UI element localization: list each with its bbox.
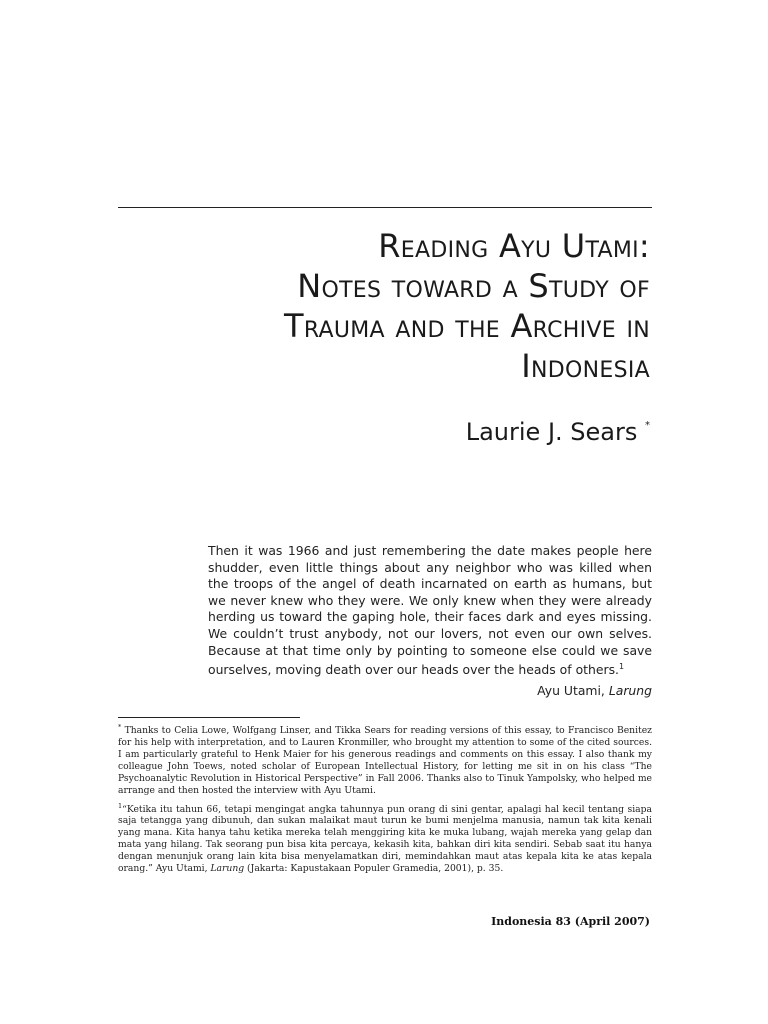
title-line: Notes toward a Study of: [297, 267, 650, 305]
epigraph: [208, 543, 652, 679]
author-name: Laurie J. Sears: [465, 418, 638, 446]
title-line: Trauma and the Archive in: [283, 307, 650, 345]
epigraph-attribution: [537, 683, 652, 698]
header-rule: [118, 207, 652, 208]
title-line: Reading Ayu Utami:: [378, 227, 650, 265]
epigraph-footnote-mark[interactable]: 1: [618, 662, 625, 672]
footnotes: [118, 722, 652, 879]
epigraph-text: Then it was 1966 and just remembering the date makes people here shudder, even little things about any neighbor who was killed when the troops of the angel of death incarnated on earth as humans, but we never knew who they were. We only knew when they were already herding us toward the gaping hole, their faces dark and eyes missing. We couldn’t trust anybody, not our lovers, not even our own selves. Because at that time only by pointing to someone else could we save ourselves, moving death over our heads over the heads of others.: [208, 543, 652, 678]
attribution-work: Larung: [608, 683, 652, 698]
article-title: [90, 226, 650, 386]
footnote-1-work: Larung: [210, 863, 245, 875]
footnote-1: [118, 801, 652, 876]
author-byline: [466, 418, 650, 446]
footnote-star-mark: *: [118, 723, 122, 731]
footnote-star: [118, 722, 652, 797]
footnote-star-text: Thanks to Celia Lowe, Wolfgang Linser, and Tikka Sears for reading versions of this essay, to Francisco Benitez for his help with interpretation, and to Lauren Kronmiller, who brought my attention to some of the cited sources. I am particularly grateful to Henk Maier for his generous readings and comments on this essay. I also thank my colleague John Toews, noted scholar of European Intellectual History, for letting me sit in on his class “The Psychoanalytic Revolution in Historical Perspective” in Fall 2006. Thanks also to Tinuk Yampolsky, who helped me arrange and then hosted the interview with Ayu Utami.: [118, 725, 653, 796]
author-footnote-mark[interactable]: *: [645, 420, 650, 431]
journal-citation: Indonesia 83 (April 2007): [491, 915, 650, 928]
footnote-1-mark: 1: [118, 801, 123, 810]
footnote-1-text: “Ketika itu tahun 66, tetapi mengingat angka tahunnya pun orang di sini gentar, apalagi hal kecil tentang siapa saja tetangga yang dibunuh, dan sukan malaikat maut turun ke bumi menjelma manusia, namun tak kita kenali yang mana. Kita hanya tahu ketika mereka telah menggiring kita ke muka lubang, wajah mereka yang gelap dan mata yang hilang. Tak seorang pun bisa kita percaya, kekasih kita, bahkan diri kita sendiri. Sebab saat itu hanya dengan menunjuk orang lain kita bisa menyelamatkan diri, memindahkan maut atas kepala kita ke atas kepala orang.” Ayu Utami,: [118, 803, 652, 875]
footnote-rule: [118, 717, 300, 718]
footnote-1-tail: (Jakarta: Kapustakaan Populer Gramedia, 2001), p. 35.: [247, 863, 504, 875]
title-line: Indonesia: [521, 347, 650, 385]
attribution-author: Ayu Utami,: [537, 683, 605, 698]
